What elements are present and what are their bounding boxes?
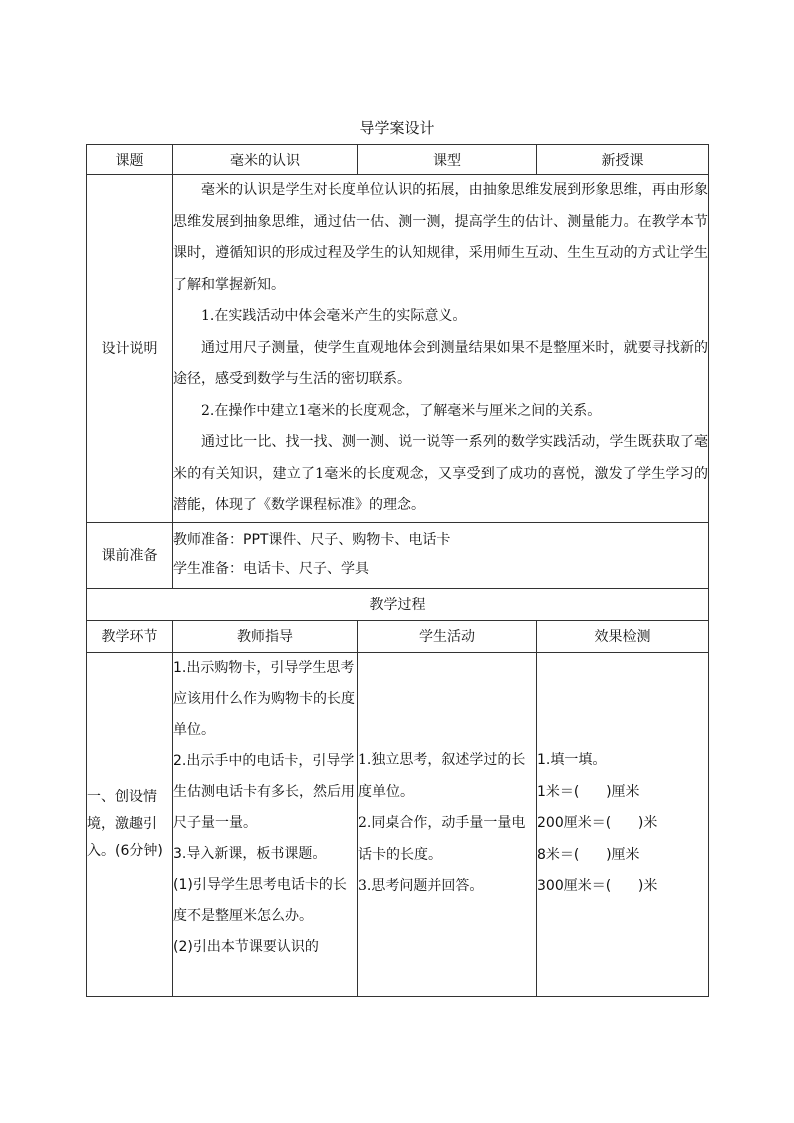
guidance-step: (2)引出本节课要认识的 xyxy=(173,938,319,955)
topic-label: 课题 xyxy=(87,145,173,175)
design-paragraph: 毫米的认识是学生对长度单位认识的拓展，由抽象思维发展到形象思维，再由形象思维发展到抽象思维，通过估一估、测一测，提高学生的估计、测量能力。在教学本节课时，遵循知识的形成过程及学生的认知规律，采用师生互动、生生互动的方式让学生了解和掌握新知。 xyxy=(173,182,708,293)
column-header: 效果检测 xyxy=(537,620,709,652)
check-item: 1米＝( )厘米 xyxy=(537,783,640,800)
column-header: 学生活动 xyxy=(358,620,537,652)
process-columns-row xyxy=(87,620,709,652)
effect-check xyxy=(537,652,709,996)
prep-row xyxy=(87,522,709,588)
type-label: 课型 xyxy=(358,145,537,175)
activity-step: 3.思考问题并回答。 xyxy=(358,878,484,895)
stage-name: 一、创设情境，激趣引入。(6分钟) xyxy=(87,652,173,996)
type-value: 新授课 xyxy=(537,145,709,175)
column-header: 教学环节 xyxy=(87,620,173,652)
design-paragraph: 2.在操作中建立1毫米的长度观念，了解毫米与厘米之间的关系。 xyxy=(201,402,602,419)
column-header: 教师指导 xyxy=(173,620,358,652)
student-activity xyxy=(358,652,537,996)
teacher-guidance xyxy=(173,652,358,996)
check-item: 200厘米＝( )米 xyxy=(537,815,658,832)
topic-value: 毫米的认识 xyxy=(173,145,358,175)
design-paragraph: 通过比一比、找一找、测一测、说一说等一系列的数学实践活动，学生既获取了毫米的有关知识，建立了1毫米的长度观念，又享受到了成功的喜悦，激发了学生学习的潜能，体现了《数学课程标准》的理念。 xyxy=(173,434,708,513)
design-label: 设计说明 xyxy=(87,175,173,523)
check-item: 300厘米＝( )米 xyxy=(537,878,658,895)
prep-label: 课前准备 xyxy=(87,522,173,588)
guidance-step: 2.出示手中的电话卡，引导学生估测电话卡有多长，然后用尺子量一量。 xyxy=(173,752,355,831)
guidance-step: 1.出示购物卡，引导学生思考应该用什么作为购物卡的长度单位。 xyxy=(173,659,355,738)
document-title: 导学案设计 xyxy=(359,119,435,137)
process-title-row xyxy=(87,588,709,620)
process-title: 教学过程 xyxy=(87,588,709,620)
design-row xyxy=(87,175,709,523)
activity-step: 2.同桌合作，动手量一量电话卡的长度。 xyxy=(358,815,526,863)
guidance-step: 3.导入新课，板书课题。 xyxy=(173,845,327,862)
design-paragraph: 通过用尺子测量，使学生直观地体会到测量结果如果不是整厘米时，就要寻找新的途径，感受到数学与生活的密切联系。 xyxy=(173,339,708,387)
check-item: 1.填一填。 xyxy=(537,752,607,769)
prep-content xyxy=(173,522,709,588)
guidance-step: (1)引导学生思考电话卡的长度不是整厘米怎么办。 xyxy=(173,876,347,924)
stage-row xyxy=(87,652,709,996)
activity-step: 1.独立思考，叙述学过的长度单位。 xyxy=(358,752,526,800)
lesson-plan-table xyxy=(86,144,709,997)
design-description xyxy=(173,175,709,523)
header-row xyxy=(87,145,709,175)
teacher-prep: 教师准备：PPT课件、尺子、购物卡、电话卡 xyxy=(173,532,451,548)
check-item: 8米＝( )厘米 xyxy=(537,846,640,863)
design-paragraph: 1.在实践活动中体会毫米产生的实际意义。 xyxy=(201,308,467,324)
student-prep: 学生准备：电话卡、尺子、学具 xyxy=(173,561,369,577)
